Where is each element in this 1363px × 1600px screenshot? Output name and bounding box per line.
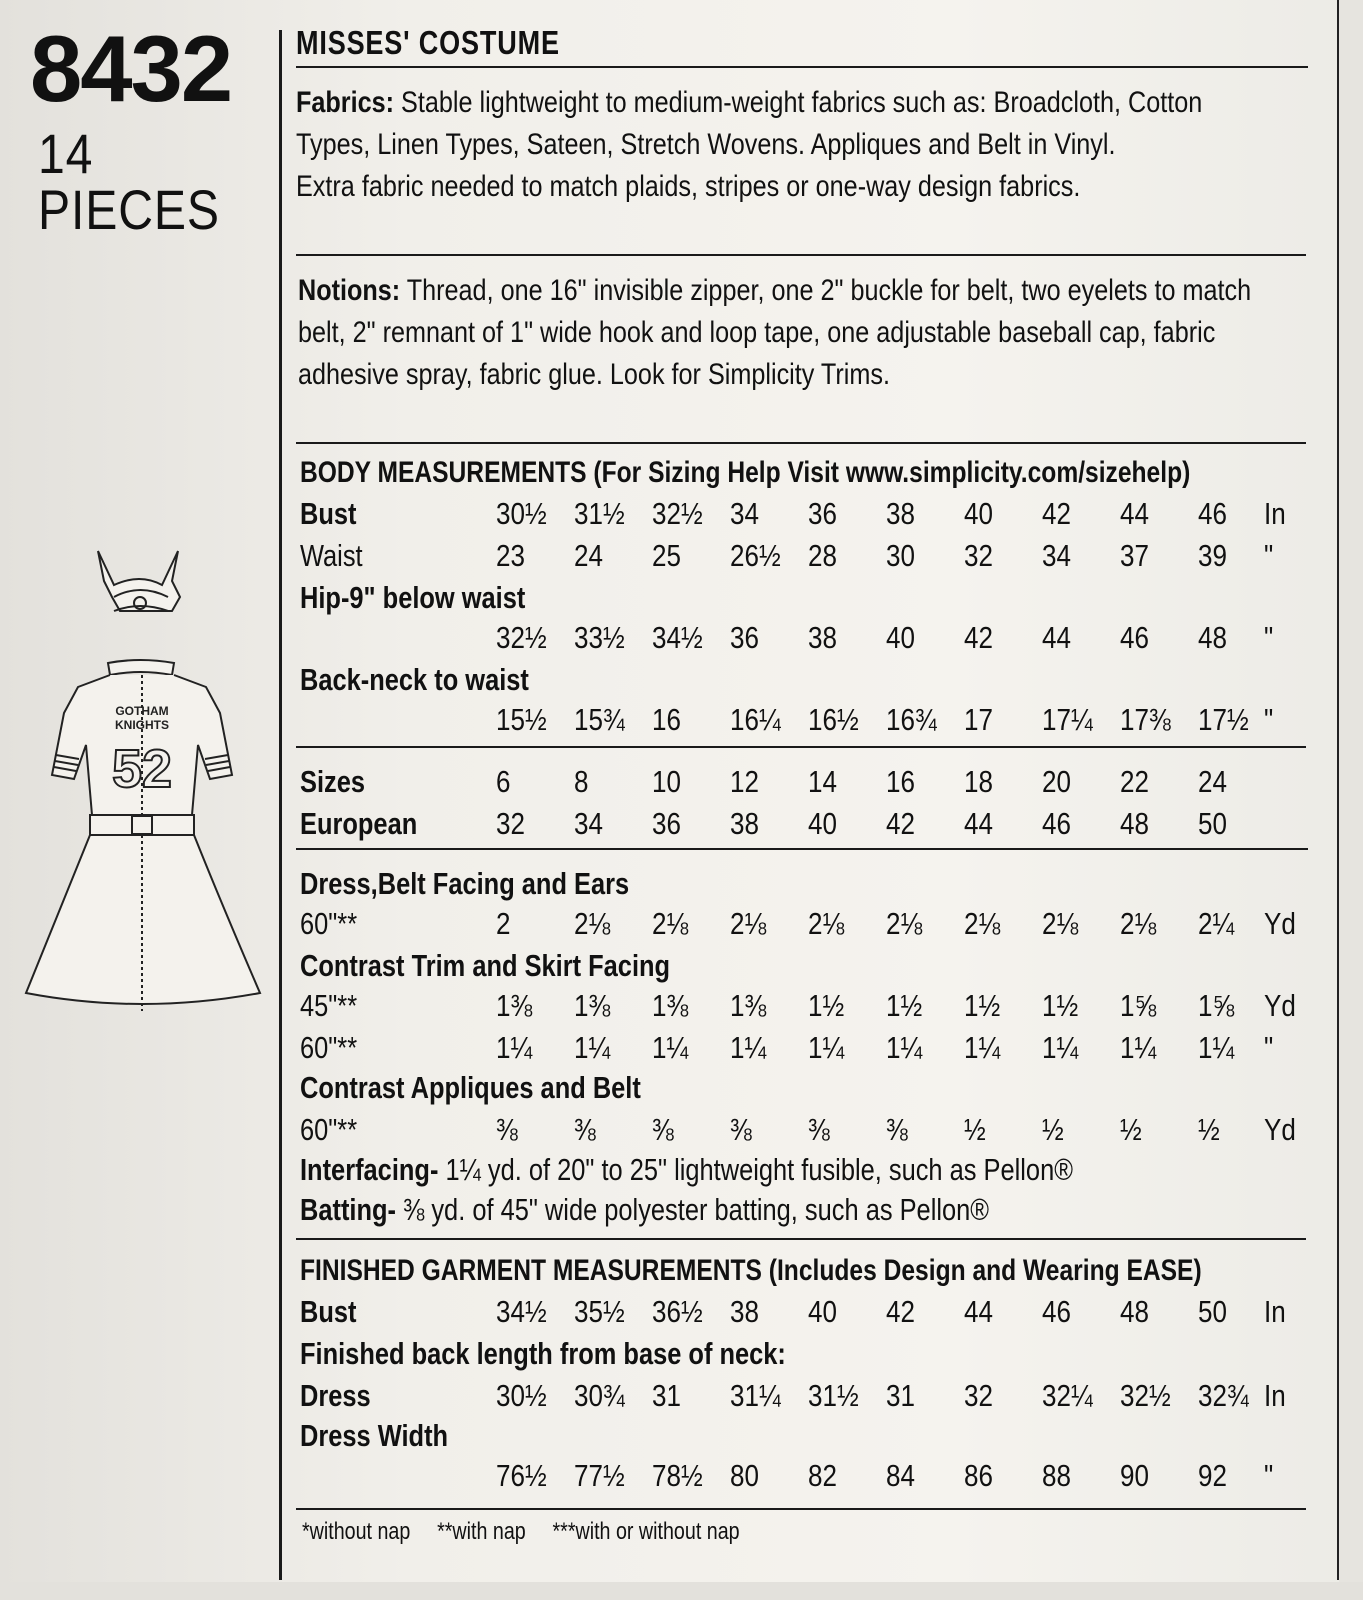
pattern-number: 8432 [30, 16, 232, 121]
value-cell: 32¼ [1042, 1378, 1093, 1413]
notions-line-2: belt, 2" remnant of 1" wide hook and loop tape, one adjustable baseball cap, fabric [298, 316, 1216, 349]
value-cell: ⅜ [496, 1112, 518, 1147]
value-cell: 1¼ [808, 1030, 845, 1065]
value-cell: 77½ [574, 1458, 625, 1493]
value-cell: 84 [886, 1458, 915, 1493]
value-cell: 1⅝ [1198, 988, 1235, 1023]
batting-note: Batting- ⅜ yd. of 45" wide polyester batting, such as Pellon® [300, 1192, 990, 1227]
value-cell: 1¼ [652, 1030, 689, 1065]
rule-5 [296, 848, 1308, 850]
value-cell: 2⅛ [886, 906, 923, 941]
european-label: European [300, 806, 418, 841]
value-cell: 34 [574, 806, 603, 841]
value-cell: 26½ [730, 538, 781, 573]
value-cell: 1¼ [574, 1030, 611, 1065]
value-cell: 1⅜ [496, 988, 533, 1023]
right-edge-strip [1339, 0, 1363, 1600]
bust-label: Bust [300, 496, 357, 531]
appliques-width: 60"** [300, 1112, 358, 1147]
info-panel [296, 0, 1336, 1600]
value-cell: 39 [1198, 538, 1227, 573]
value-cell: 34 [1042, 538, 1071, 573]
value-cell: 36 [652, 806, 681, 841]
value-cell: 50 [1198, 1294, 1227, 1329]
value-cell: ⅜ [574, 1112, 596, 1147]
value-cell: 1¼ [886, 1030, 923, 1065]
value-cell: 32 [964, 538, 993, 573]
value-cell: 25 [652, 538, 681, 573]
unit-cell: " [1264, 702, 1274, 737]
value-cell: 34½ [652, 620, 703, 655]
column-divider [279, 30, 282, 1580]
value-cell: 32¾ [1198, 1378, 1249, 1413]
value-cell: 14 [808, 764, 837, 799]
fabrics-label: Fabrics: [296, 86, 395, 119]
value-cell: 46 [1042, 806, 1071, 841]
contrast-trim-heading: Contrast Trim and Skirt Facing [300, 948, 671, 983]
value-cell: 36½ [652, 1294, 703, 1329]
value-cell: 17½ [1198, 702, 1249, 737]
value-cell: 40 [808, 1294, 837, 1329]
value-cell: 48 [1120, 1294, 1149, 1329]
value-cell: 22 [1120, 764, 1149, 799]
value-cell: 2⅛ [1042, 906, 1079, 941]
value-cell: 34½ [496, 1294, 547, 1329]
value-cell: 38 [886, 496, 915, 531]
unit-cell: Yd [1264, 1112, 1296, 1147]
value-cell: 2⅛ [652, 906, 689, 941]
value-cell: 31¼ [730, 1378, 781, 1413]
value-cell: 2⅛ [808, 906, 845, 941]
finished-heading: FINISHED GARMENT MEASUREMENTS (Includes Design and Wearing EASE) [300, 1254, 1202, 1287]
value-cell: 82 [808, 1458, 837, 1493]
value-cell: 1½ [964, 988, 1001, 1023]
rule-6 [296, 1238, 1306, 1240]
value-cell: 1½ [1042, 988, 1079, 1023]
contrast-60-width: 60"** [300, 1030, 358, 1065]
notions-line-1: Notions: Thread, one 16" invisible zipper, one 2" buckle for belt, two eyelets to match [298, 274, 1252, 307]
value-cell: ½ [964, 1112, 986, 1147]
value-cell: 1⅜ [574, 988, 611, 1023]
unit-cell: " [1264, 1458, 1274, 1493]
value-cell: 78½ [652, 1458, 703, 1493]
value-cell: 30 [886, 538, 915, 573]
fabrics-line-1: Fabrics: Stable lightweight to medium-weight fabrics such as: Broadcloth, Cotton [296, 86, 1203, 119]
sketch-text-gotham: GOTHAM [115, 704, 169, 718]
value-cell: 1¼ [1198, 1030, 1235, 1065]
value-cell: 42 [1042, 496, 1071, 531]
value-cell: 17 [964, 702, 993, 737]
value-cell: 33½ [574, 620, 625, 655]
value-cell: 1⅜ [730, 988, 767, 1023]
value-cell: 1⅝ [1120, 988, 1157, 1023]
value-cell: 16 [886, 764, 915, 799]
value-cell: 24 [574, 538, 603, 573]
finished-back-heading: Finished back length from base of neck: [300, 1336, 786, 1371]
value-cell: 46 [1042, 1294, 1071, 1329]
value-cell: 31½ [808, 1378, 859, 1413]
rule-7 [296, 1508, 1306, 1510]
value-cell: 38 [730, 806, 759, 841]
value-cell: 42 [964, 620, 993, 655]
sketch-text-knights: KNIGHTS [115, 718, 169, 732]
value-cell: 16¾ [886, 702, 937, 737]
rule-3 [296, 442, 1306, 444]
value-cell: 20 [1042, 764, 1071, 799]
value-cell: 36 [730, 620, 759, 655]
value-cell: 32½ [1120, 1378, 1171, 1413]
value-cell: 15¾ [574, 702, 625, 737]
value-cell: 40 [808, 806, 837, 841]
value-cell: 44 [964, 1294, 993, 1329]
value-cell: 46 [1120, 620, 1149, 655]
value-cell: 2⅛ [574, 906, 611, 941]
unit-cell: Yd [1264, 906, 1296, 941]
value-cell: 46 [1198, 496, 1227, 531]
value-cell: 2⅛ [964, 906, 1001, 941]
value-cell: 86 [964, 1458, 993, 1493]
value-cell: 24 [1198, 764, 1227, 799]
value-cell: 31½ [574, 496, 625, 531]
value-cell: ⅜ [886, 1112, 908, 1147]
notions-label: Notions: [298, 274, 401, 307]
unit-cell: In [1264, 1294, 1286, 1329]
value-cell: 1¼ [1120, 1030, 1157, 1065]
value-cell: ½ [1042, 1112, 1064, 1147]
unit-cell: " [1264, 1030, 1274, 1065]
value-cell: 42 [886, 806, 915, 841]
value-cell: 17⅜ [1120, 702, 1171, 737]
value-cell: 44 [964, 806, 993, 841]
value-cell: 12 [730, 764, 759, 799]
value-cell: 30½ [496, 496, 547, 531]
value-cell: 2¼ [1198, 906, 1235, 941]
sketch-number: 52 [111, 739, 173, 799]
value-cell: 10 [652, 764, 681, 799]
value-cell: 32½ [652, 496, 703, 531]
value-cell: 40 [964, 496, 993, 531]
value-cell: 50 [1198, 806, 1227, 841]
value-cell: 30¾ [574, 1378, 625, 1413]
value-cell: 1¼ [496, 1030, 533, 1065]
rule-4 [296, 746, 1306, 748]
value-cell: 16¼ [730, 702, 781, 737]
value-cell: 1½ [886, 988, 923, 1023]
value-cell: 88 [1042, 1458, 1071, 1493]
value-cell: 92 [1198, 1458, 1227, 1493]
value-cell: 1⅜ [652, 988, 689, 1023]
value-cell: 36 [808, 496, 837, 531]
value-cell: ½ [1198, 1112, 1220, 1147]
value-cell: 32 [964, 1378, 993, 1413]
rule-2 [296, 254, 1306, 256]
value-cell: 38 [730, 1294, 759, 1329]
value-cell: 32½ [496, 620, 547, 655]
value-cell: 17¼ [1042, 702, 1093, 737]
fabrics-line-3: Extra fabric needed to match plaids, stripes or one-way design fabrics. [296, 170, 1081, 203]
value-cell: 44 [1042, 620, 1071, 655]
finished-dress-label: Dress [300, 1378, 371, 1413]
footnote-with-or-without-nap: ***with or without nap [552, 1518, 740, 1545]
value-cell: 28 [808, 538, 837, 573]
unit-cell: In [1264, 496, 1286, 531]
fabrics-line-2: Types, Linen Types, Sateen, Stretch Wovens. Appliques and Belt in Vinyl. [296, 128, 1116, 161]
value-cell: 42 [886, 1294, 915, 1329]
hip-label: Hip-9" below waist [300, 580, 526, 615]
unit-cell: Yd [1264, 988, 1296, 1023]
value-cell: 16½ [808, 702, 859, 737]
value-cell: 15½ [496, 702, 547, 737]
value-cell: 32 [496, 806, 525, 841]
value-cell: 2 [496, 906, 511, 941]
appliques-heading: Contrast Appliques and Belt [300, 1070, 641, 1105]
piece-count: 14 PIECES [38, 122, 220, 241]
value-cell: 31 [652, 1378, 681, 1413]
dress-yardage-width: 60"** [300, 906, 358, 941]
value-cell: 90 [1120, 1458, 1149, 1493]
value-cell: ⅜ [652, 1112, 674, 1147]
finished-bust-label: Bust [300, 1294, 357, 1329]
value-cell: 48 [1120, 806, 1149, 841]
contrast-45-width: 45"** [300, 988, 358, 1023]
value-cell: 30½ [496, 1378, 547, 1413]
body-measurements-heading: BODY MEASUREMENTS (For Sizing Help Visit www.simplicity.com/sizehelp) [300, 456, 1191, 489]
footnotes [302, 1518, 761, 1546]
value-cell: 6 [496, 764, 511, 799]
value-cell: 1½ [808, 988, 845, 1023]
unit-cell: " [1264, 620, 1274, 655]
value-cell: 31 [886, 1378, 915, 1413]
unit-cell: " [1264, 538, 1274, 573]
value-cell: ⅜ [808, 1112, 830, 1147]
value-cell: 16 [652, 702, 681, 737]
value-cell: 76½ [496, 1458, 547, 1493]
value-cell: 48 [1198, 620, 1227, 655]
value-cell: 34 [730, 496, 759, 531]
value-cell: 80 [730, 1458, 759, 1493]
value-cell: 40 [886, 620, 915, 655]
right-border-line [1337, 0, 1339, 1580]
sizes-label: Sizes [300, 764, 366, 799]
footnote-with-nap: **with nap [437, 1518, 526, 1545]
value-cell: ⅜ [730, 1112, 752, 1147]
value-cell: 2⅛ [1120, 906, 1157, 941]
notions-line-3: adhesive spray, fabric glue. Look for Simplicity Trims. [298, 358, 890, 391]
back-neck-label: Back-neck to waist [300, 662, 529, 697]
interfacing-note: Interfacing- 1¼ yd. of 20" to 25" lightweight fusible, such as Pellon® [300, 1152, 1073, 1187]
envelope-title: MISSES' COSTUME [296, 24, 560, 61]
value-cell: ½ [1120, 1112, 1142, 1147]
left-column [0, 0, 280, 1600]
value-cell: 44 [1120, 496, 1149, 531]
value-cell: 18 [964, 764, 993, 799]
rule-1 [296, 66, 1308, 68]
value-cell: 38 [808, 620, 837, 655]
value-cell: 37 [1120, 538, 1149, 573]
dress-width-label: Dress Width [300, 1418, 449, 1453]
value-cell: 2⅛ [730, 906, 767, 941]
value-cell: 1¼ [1042, 1030, 1079, 1065]
value-cell: 35½ [574, 1294, 625, 1329]
dress-yardage-heading: Dress,Belt Facing and Ears [300, 866, 630, 901]
unit-cell: In [1264, 1378, 1286, 1413]
waist-label: Waist [300, 538, 363, 573]
footnote-without-nap: *without nap [302, 1518, 411, 1545]
value-cell: 1¼ [730, 1030, 767, 1065]
dress-back-sketch [22, 545, 272, 1025]
value-cell: 1¼ [964, 1030, 1001, 1065]
value-cell: 23 [496, 538, 525, 573]
value-cell: 8 [574, 764, 589, 799]
